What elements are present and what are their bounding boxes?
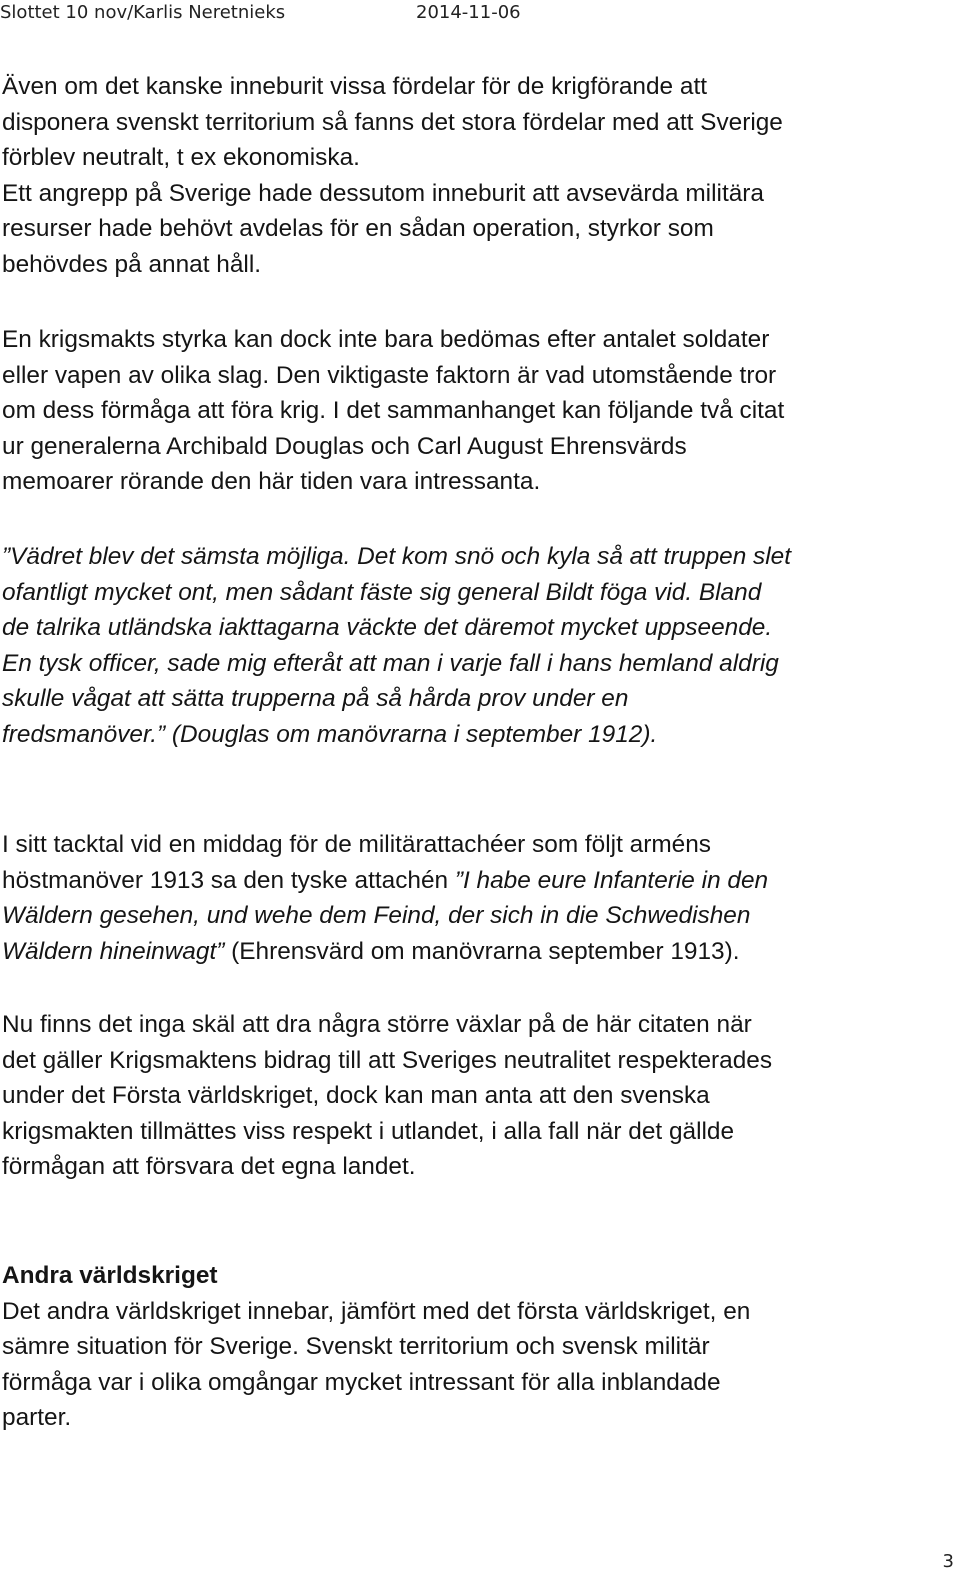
text-line: behövdes på annat håll. — [2, 250, 262, 278]
text-line: Även om det kanske inneburit vissa fördelar för de krigförande att — [2, 73, 707, 100]
text-line — [2, 934, 952, 970]
page-number: 3 — [942, 1551, 954, 1572]
text-line: disponera svenskt territorium så fanns det stora fördelar med att Sverige — [2, 108, 783, 136]
text-line: resurser hade behövt avdelas för en sådan operation, styrkor som — [2, 215, 714, 243]
paragraph-military-strength — [2, 322, 952, 500]
text-line: det gäller Krigsmaktens bidrag till att Sveriges neutralitet respekterades — [2, 1046, 773, 1074]
text-line: fredsmanöver.” (Douglas om manövrarna i september 1912). — [2, 720, 658, 748]
text-line: Ett angrepp på Sverige hade dessutom inneburit att avsevärda militära — [2, 179, 764, 207]
section-ww2 — [2, 1258, 952, 1436]
paragraph-ehrensvard-quote — [2, 827, 952, 969]
paragraph-neutrality — [2, 69, 952, 283]
section-heading: Andra världskriget — [2, 1262, 218, 1289]
header-title: Slottet 10 nov/Karlis Neretnieks — [0, 2, 286, 23]
text-line — [2, 863, 952, 899]
text-line: förmåga var i olika omgångar mycket intressant för alla inblandade — [2, 1368, 721, 1396]
text-line: ”Vädret blev det sämsta möjliga. Det kom snö och kyla så att truppen slet — [2, 543, 792, 570]
text-span: höstmanöver 1913 sa den tyske attachén — [2, 866, 455, 894]
text-line: om dess förmåga att föra krig. I det sammanhanget kan följande två citat — [2, 397, 785, 425]
text-line: eller vapen av olika slag. Den viktigaste faktorn är vad utomstående tror — [2, 361, 777, 389]
header-date: 2014-11-06 — [416, 2, 521, 23]
quote-douglas — [2, 539, 952, 753]
text-line: ur generalerna Archibald Douglas och Carl August Ehrensvärds — [2, 432, 687, 460]
text-line: under det Första världskriget, dock kan man anta att den svenska — [2, 1082, 710, 1110]
quote-span: ”I habe eure Infanterie in den — [454, 866, 769, 894]
text-span: (Ehrensvärd om manövrarna september 1913). — [224, 937, 740, 965]
text-line: skulle vågat att sätta trupperna på så hårda prov under en — [2, 685, 629, 713]
text-line: de talrika utländska iakttagarna väckte det däremot mycket uppseende. — [2, 614, 773, 642]
text-line: förmågan att försvara det egna landet. — [2, 1153, 416, 1181]
text-line: Wäldern gesehen, und wehe dem Feind, der sich in die Schwedishen — [2, 902, 751, 930]
text-line: I sitt tacktal vid en middag för de militärattachéer som följt arméns — [2, 831, 711, 858]
text-line: parter. — [2, 1404, 72, 1432]
paragraph-conclusion — [2, 1007, 952, 1185]
quote-span: Wäldern hineinwagt” — [2, 937, 225, 965]
text-line: En krigsmakts styrka kan dock inte bara bedömas efter antalet soldater — [2, 326, 770, 353]
text-line: Det andra världskriget innebar, jämfört med det första världskriget, en — [2, 1297, 751, 1325]
text-line: ofantligt mycket ont, men sådant fäste sig general Bildt föga vid. Bland — [2, 578, 762, 606]
text-line: förblev neutralt, t ex ekonomiska. — [2, 144, 360, 172]
text-line: Nu finns det inga skäl att dra några större växlar på de här citaten när — [2, 1011, 752, 1038]
text-line: krigsmakten tillmättes viss respekt i utlandet, i alla fall när det gällde — [2, 1117, 735, 1145]
text-line: En tysk officer, sade mig efteråt att man i varje fall i hans hemland aldrig — [2, 649, 779, 677]
text-line: sämre situation för Sverige. Svenskt territorium och svensk militär — [2, 1333, 710, 1361]
text-line: memoarer rörande den här tiden vara intressanta. — [2, 468, 541, 496]
